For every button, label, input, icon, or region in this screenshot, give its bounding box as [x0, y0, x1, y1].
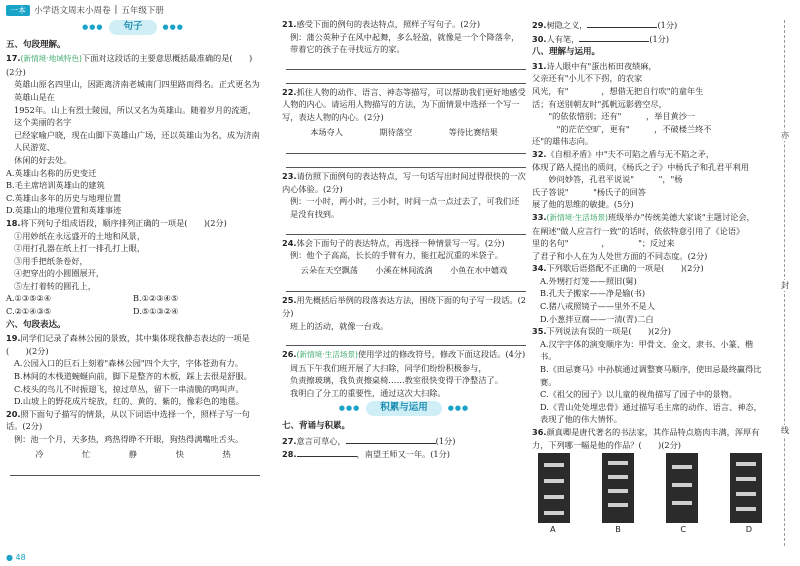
column-left — [6, 18, 260, 478]
answer-line[interactable] — [286, 58, 526, 70]
scenario-choices — [282, 124, 526, 141]
banner-title: 积累与运用 — [366, 401, 442, 416]
question-22: 22.抓住人物的动作、语言、神态等描写，可以帮助我们更好地感受人物的内心。请运用人物描写的方法，为下面情景中选择一个写一写，表达人物的内心。(2分) — [282, 86, 526, 122]
page-number: ● 48 — [6, 553, 26, 562]
question-35: 35.下列说法有误的一项是( )(2分) — [532, 326, 671, 337]
option[interactable]: A.外甥打灯笼——照旧(舅) — [540, 275, 637, 286]
option[interactable]: D.英雄山的地理位置和英雄事迹 — [6, 205, 122, 216]
option[interactable]: C.②①④③⑤ — [6, 306, 52, 317]
word-choice[interactable]: 静 — [128, 448, 138, 459]
question-36: 36.颜真卿是唐代著名的书法家，其作品特点筋肉丰满，浑厚有力，下列哪一幅是他的作品？( )(2分) — [532, 427, 760, 450]
scenario-choice[interactable]: 小溪在林间流淌 — [375, 264, 433, 275]
header-tag: 一本 — [6, 5, 30, 16]
option[interactable]: B.①②③④⑤ — [133, 293, 179, 304]
question-27: 27.意言可草心， (1分) — [282, 435, 456, 446]
fill-lines: 体现了路人提出的质问，《杨氏之子》中杨氏子和孔君平利用 妙问妙答，孔君平说说" "，"杨 氏子答说" "杨氏子的回答 展了他的思维的敏捷。(5分) — [532, 161, 749, 210]
passage: 周五下午我们班开展了大扫除，同学们纷纷积极参与， 负责擦玻璃，我负责擦桌椅……教室很快变得干净整洁了。 我明白了分工的重要性，通过这次大扫除。 — [290, 362, 503, 398]
answer-line[interactable] — [286, 223, 526, 235]
question-31: 31.诗人眼中有"蛋出柘田夜绩麻， — [532, 60, 657, 71]
scenario-choice[interactable]: 云朵在天空飘荡 — [300, 264, 358, 275]
answer-line[interactable] — [286, 280, 526, 292]
option[interactable]: C.枝头的鸟儿不时振翅飞，掠过草丛，留下一串清脆的鸣叫声。 — [14, 383, 244, 394]
example: 例：他个子高高，长长的手臂有力，能扛起沉重的米袋子。 — [290, 250, 503, 261]
scenario-choices — [282, 262, 526, 279]
word-choice[interactable]: 冷 — [35, 448, 44, 459]
column-middle — [282, 18, 526, 461]
options — [6, 167, 260, 217]
example: 例：池一个月，天多热，鸡热得睁不开眼，狗热得满嘴吐舌头。 — [14, 434, 244, 444]
answer-line[interactable] — [286, 156, 526, 168]
word-choice[interactable]: 热 — [222, 448, 231, 459]
option[interactable]: D.⑤①③②④ — [133, 306, 179, 317]
header-grade: 五年级下册 — [121, 6, 164, 16]
answer-line[interactable] — [286, 72, 526, 84]
option[interactable]: B.毛主席培训英雄山的建筑 — [6, 180, 105, 191]
option[interactable]: D.山坡上的野花成片绽放，红的、黄的、紫的，像彩色的地毯。 — [14, 396, 244, 407]
option[interactable]: D.《青山处处埋忠骨》通过描写毛主席的动作、语言、神态，表现了他的伟大情怀。 — [540, 401, 762, 425]
question-26: 26.(新情境·生活场景)使用学过的修改符号，修改下面这段话。(4分) — [282, 349, 526, 360]
word-choice[interactable]: 忙 — [82, 448, 91, 459]
prompt-sentence: 班上的活动，就像一台戏。 — [290, 320, 389, 331]
word-choice[interactable]: 快 — [175, 448, 184, 459]
banner-title: 句子 — [109, 20, 156, 35]
question-25: 25.用先概括后举例的段落表达方法，围绕下面的句子写一段话。(2分) — [282, 295, 526, 318]
word-choices — [6, 446, 260, 463]
fill-blank[interactable] — [579, 32, 649, 42]
section-banner — [6, 20, 260, 35]
calligraphy-image[interactable] — [730, 453, 762, 523]
banner-dots-icon: ●●● — [82, 23, 104, 31]
example: 例：一小时，两小时，三小时，时间一点一点过去了，可我们还 是没有找到。 — [290, 196, 520, 219]
option[interactable]: A.公园入口的巨石上刻着"森林公园"四个大字，字体苍劲有力。 — [14, 358, 243, 369]
question-23: 23.请仿照下面例句的表达特点，写一句话写出时间过得很快的一次内心体验。(2分) — [282, 171, 526, 194]
banner-dots-icon: ●●● — [447, 404, 470, 413]
answer-line[interactable] — [10, 464, 260, 476]
section-heading: 六、句段表达。 — [6, 319, 66, 330]
option[interactable]: B.《田忌赛马》中孙膑通过调整赛马顺序，使田忌最终赢得比赛。 — [540, 364, 762, 387]
option-label[interactable]: A — [550, 524, 556, 535]
section-banner — [282, 401, 526, 416]
banner-dots-icon: ●●● — [338, 404, 361, 413]
options — [532, 275, 768, 325]
option[interactable]: C.猪八戒照镜子——里外不是人 — [540, 301, 656, 312]
question-32: 32.《自相矛盾》中"夫不可陷之盾与无不陷之矛， — [532, 148, 715, 159]
option[interactable]: A.汉字字体的演变顺序为：甲骨文、金文、隶书、小篆、楷书。 — [540, 338, 754, 362]
question-34: 34.下列歇后语搭配不正确的一项是( )(2分) — [532, 263, 704, 274]
option[interactable]: C.英雄山多年的历史与地理位置 — [6, 192, 122, 203]
question-18: 18.将下列句子组成语段，顺序排列正确的一项是( )(2分) — [6, 217, 227, 228]
section-heading: 八、理解与运用。 — [532, 47, 601, 58]
question-30: 30.人有笔， (1分) — [532, 33, 670, 44]
calligraphy-images — [532, 451, 768, 523]
question-28: 28. ，南望王师又一年。(1分) — [282, 449, 451, 460]
question-29: 29.树隐之义， (1分) — [532, 20, 678, 30]
scenario-choice[interactable]: 期待落空 — [379, 126, 413, 137]
answer-line[interactable] — [286, 142, 526, 154]
header-title: 小学语文周末小周卷 — [34, 6, 111, 16]
scenario-choice[interactable]: 小鱼在水中嬉戏 — [449, 264, 508, 275]
calligraphy-image[interactable] — [602, 453, 634, 523]
answer-line[interactable] — [286, 334, 526, 346]
option-label[interactable]: C — [680, 524, 687, 535]
option[interactable]: D.小葱拌豆腐——一清(青)二白 — [540, 313, 654, 324]
options — [6, 292, 260, 305]
example: 例：蒲公英种子在风中起舞，多么轻盈，就像是一个个降落伞， 带着它的孩子在寻找远方的家。 — [290, 31, 520, 55]
fill-lines: 父亲还有"小儿不下拐，的农家 风光，有" ，想借无把自行吹"的童年生 活；有送别朝友时"孤帆远影碧空尽， "的依依惜别；还有" ，举目黄沙一 "的茫茫空旷，更有" ，不破楼兰终不 还"的雄伟志向。 — [532, 73, 712, 147]
question-21: 21.感受下面的例句的表达特点，照样子写句子。(2分) — [282, 19, 481, 29]
banner-dots-icon: ●●● — [162, 23, 184, 31]
calligraphy-image[interactable] — [538, 453, 570, 523]
binding-margin — [770, 0, 800, 566]
calligraphy-image[interactable] — [666, 453, 698, 523]
margin-label: 封 — [774, 280, 796, 291]
question-20: 20.照下面句子描写的情景，从以下词语中选择一个，照样子写一句话。(2分) — [6, 408, 250, 432]
page-header — [6, 3, 164, 17]
scenario-choice[interactable]: 等待比赛结果 — [448, 126, 498, 137]
margin-label: 亦 — [774, 130, 796, 141]
option-label[interactable]: D — [745, 524, 752, 535]
column-right — [532, 18, 768, 536]
header-sep: | — [114, 5, 118, 15]
option[interactable]: B.林间的木栈道蜿蜒向前，脚下是整齐的木板，踩上去很是舒服。 — [14, 371, 252, 382]
question-19: 19.同学们记录了森林公园的景致，其中集体现我静态表达的一项是( )(2分) — [6, 333, 250, 356]
option[interactable]: B.孔夫子搬家——净是输(书) — [540, 288, 646, 299]
fill-blank[interactable] — [346, 434, 436, 444]
scenario-choice[interactable]: 本场夺人 — [310, 126, 343, 137]
sentence-list: ①用妙纸在永远盛开的土地和风景， ②用打孔器在纸上打一排孔打上眼， ③用手把纸条卷好， ④把穿出的小圆圈展开， ⑤左打着转的圆孔上， — [14, 230, 146, 291]
passage: 英雄山原名四里山，因距离济南老城南门四里路而得名。正式更名为英雄山是在 1952年。山上有烈士陵园，所以又名为英雄山。随着岁月的流逝，这个美丽的名字 已经家喻户晓，现在山脚下英雄山广场，还以英雄山为名，成为济南人民游览、 休闲的好去处。 — [14, 79, 260, 165]
fill-blank[interactable] — [587, 18, 657, 28]
question-17: 17.(新情境·地域特色)下面对这段话的主要意思概括最准确的是( )(2分) — [6, 53, 253, 77]
options — [532, 338, 768, 426]
margin-label: 线 — [774, 425, 796, 436]
fill-lines: 在阐述"做人应言行一致"的话时，依依特意引用了《论语》 里的名句" ， "；反过来 了君子和小人在为人处世方面的不同态度。(2分) — [532, 225, 745, 261]
fill-blank[interactable] — [297, 447, 357, 457]
option[interactable]: A.①③⑤②④ — [6, 293, 52, 304]
option-label[interactable]: B — [615, 524, 621, 535]
question-24: 24.体会下面句子的表达特点，再选择一种情景写一写。(2分) — [282, 237, 505, 248]
question-33: 33.(新情境·生活场景)班级举办"传统美德大家谈"主题讨论会， — [532, 211, 755, 222]
options — [6, 305, 260, 318]
image-labels — [532, 523, 768, 536]
options — [6, 357, 260, 407]
option[interactable]: A.英雄山名称的历史变迁 — [6, 167, 97, 178]
section-heading: 五、句段理解。 — [6, 39, 66, 50]
section-heading: 七、背诵与积累。 — [282, 421, 351, 432]
option[interactable]: C.《祖父的园子》以儿童的视角描写了园子中的景物。 — [540, 389, 737, 400]
